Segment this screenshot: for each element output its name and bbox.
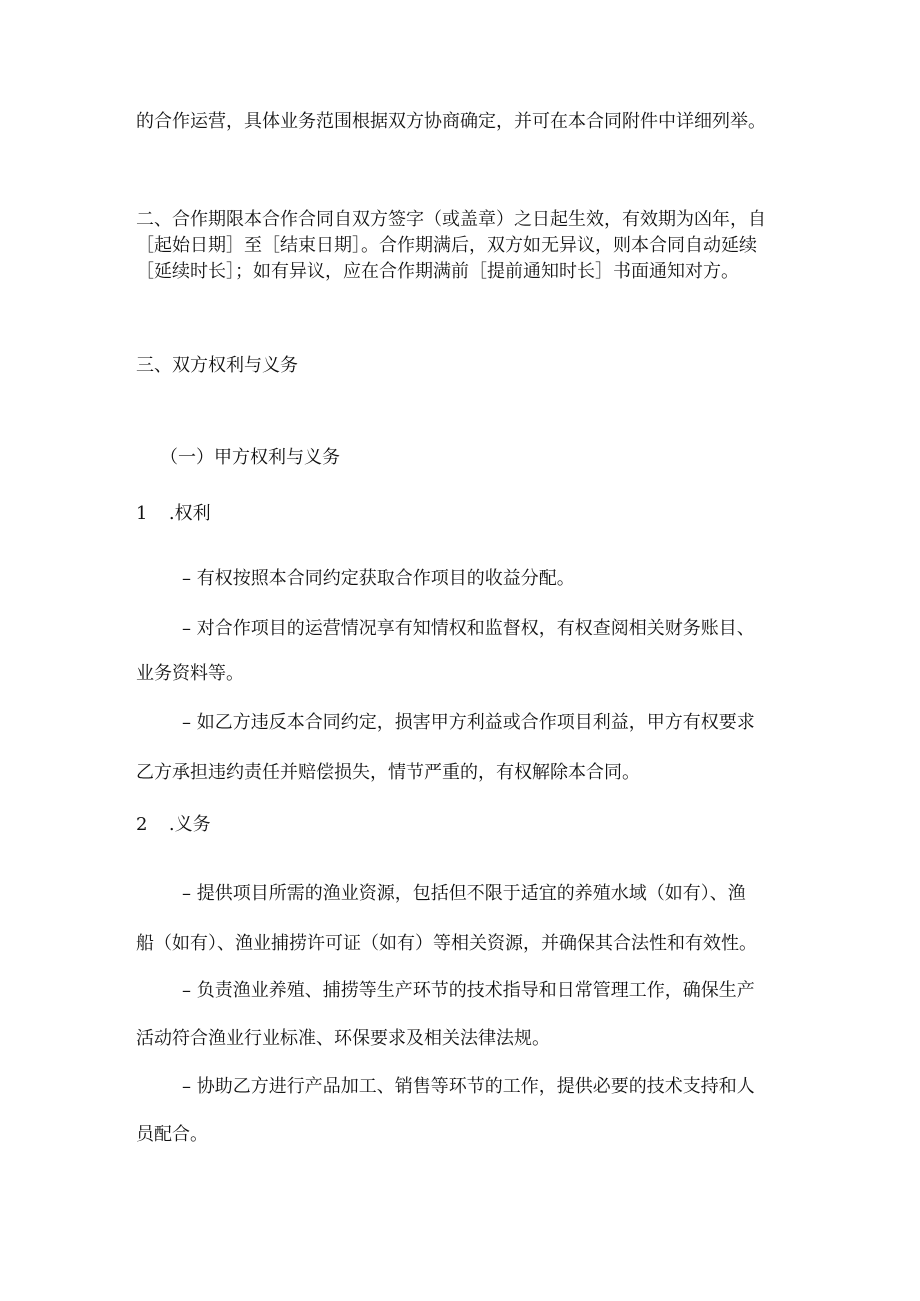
subsection-heading: （一）甲方权利与义务 xyxy=(160,447,340,468)
term-paragraph-line: 二、合作期限本合作合同自双方签字（或盖章）之日起生效，有效期为凶年，自 xyxy=(136,209,766,230)
scope-paragraph-line: 的合作运营，具体业务范围根据双方协商确定，并可在本合同附件中详细列举。 xyxy=(136,111,766,132)
section-heading: 三、双方权利与义务 xyxy=(136,355,298,376)
rights-item-line: 业务资料等。 xyxy=(136,663,244,684)
rights-item-line: 乙方承担违约责任并赔偿损失，情节严重的，有权解除本合同。 xyxy=(136,762,640,783)
duties-item-line: 活动符合渔业行业标准、环保要求及相关法律法规。 xyxy=(136,1028,550,1049)
list-heading-duties xyxy=(136,816,211,834)
list-number: 1 xyxy=(136,503,148,524)
duties-item-line: – 提供项目所需的渔业资源，包括但不限于适宜的养殖水域（如有）、渔 xyxy=(182,883,746,904)
term-paragraph-line: ［起始日期］至［结束日期］。合作期满后，双方如无异议，则本合同自动延续 xyxy=(136,235,757,256)
rights-item-line: – 有权按照本合同约定获取合作项目的收益分配。 xyxy=(182,568,575,589)
duties-item-line: 员配合。 xyxy=(136,1124,208,1145)
list-heading-rights xyxy=(136,505,211,523)
list-number: 2 xyxy=(136,814,148,835)
term-paragraph-line: ［延续时长］；如有异议，应在合作期满前［提前通知时长］书面通知对方。 xyxy=(136,261,739,282)
duties-item-line: – 负责渔业养殖、捕捞等生产环节的技术指导和日常管理工作，确保生产 xyxy=(182,980,755,1001)
duties-item-line: – 协助乙方进行产品加工、销售等环节的工作，提供必要的技术支持和人 xyxy=(182,1076,755,1097)
list-label: .权利 xyxy=(168,503,211,524)
duties-item-line: 船（如有）、渔业捕捞许可证（如有）等相关资源，并确保其合法性和有效性。 xyxy=(136,933,757,954)
rights-item-line: – 如乙方违反本合同约定，损害甲方利益或合作项目利益，甲方有权要求 xyxy=(182,712,755,733)
rights-item-line: – 对合作项目的运营情况享有知情权和监督权，有权查阅相关财务账目、 xyxy=(182,618,755,639)
list-label: .义务 xyxy=(168,814,211,835)
